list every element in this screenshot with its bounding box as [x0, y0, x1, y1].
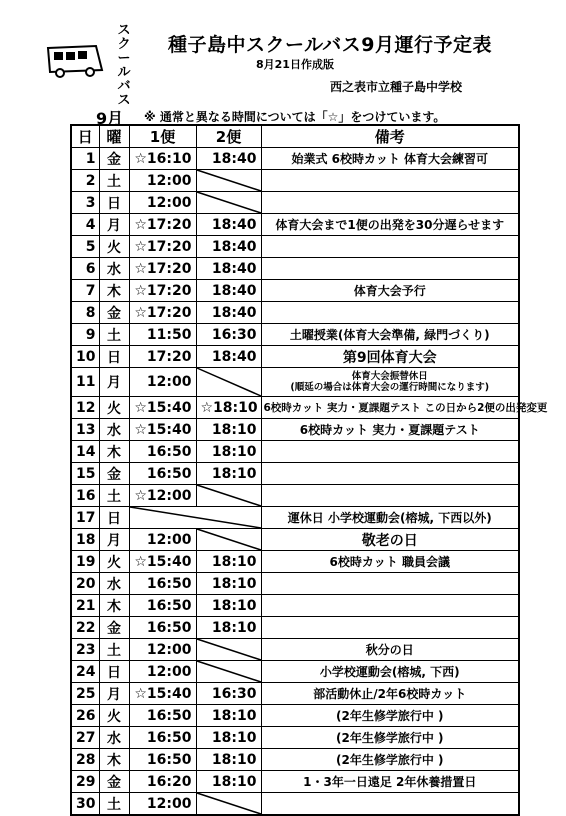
- day-cell: 30: [71, 793, 99, 816]
- bus1-time: 12:00: [129, 170, 196, 192]
- bus2-time: 18:10: [196, 727, 261, 749]
- bus2-time: [196, 170, 261, 192]
- day-cell: 11: [71, 368, 99, 397]
- weekday-cell: 木: [99, 595, 129, 617]
- day-cell: 13: [71, 419, 99, 441]
- day-cell: 21: [71, 595, 99, 617]
- remarks-cell: 運休日 小学校運動会(榕城, 下西以外): [261, 507, 519, 529]
- month-label: 9月: [96, 109, 124, 128]
- weekday-cell: 土: [99, 793, 129, 816]
- weekday-cell: 金: [99, 771, 129, 793]
- table-row: [71, 170, 519, 192]
- remarks-cell: 6校時カット 実力・夏課題テスト: [261, 419, 519, 441]
- bus2-time: 18:40: [196, 148, 261, 170]
- weekday-cell: 金: [99, 617, 129, 639]
- bus2-time: 18:10: [196, 551, 261, 573]
- bus1-time: ☆17:20: [129, 258, 196, 280]
- bus2-time: 18:10: [196, 463, 261, 485]
- day-cell: 17: [71, 507, 99, 529]
- col-day: 日: [71, 125, 99, 148]
- bus2-time: 18:40: [196, 214, 261, 236]
- bus2-time: 18:10: [196, 617, 261, 639]
- remarks-cell: 始業式 6校時カット 体育大会練習可: [261, 148, 519, 170]
- bus2-time: 18:10: [196, 771, 261, 793]
- bus1-time: 17:20: [129, 346, 196, 368]
- bus1-time: 16:50: [129, 749, 196, 771]
- bus2-time: 18:10: [196, 573, 261, 595]
- weekday-cell: 月: [99, 529, 129, 551]
- table-row: [71, 727, 519, 749]
- table-row: [71, 148, 519, 170]
- day-cell: 25: [71, 683, 99, 705]
- bus1-time: ☆15:40: [129, 397, 196, 419]
- col-weekday: 曜: [99, 125, 129, 148]
- table-row: [71, 771, 519, 793]
- remarks-cell: [261, 368, 519, 397]
- school-name: 西之表市立種子島中学校: [330, 80, 463, 94]
- weekday-cell: 日: [99, 192, 129, 214]
- weekday-cell: 金: [99, 463, 129, 485]
- day-cell: 23: [71, 639, 99, 661]
- bus1-time: ☆16:10: [129, 148, 196, 170]
- remarks-cell: (2年生修学旅行中 ): [261, 749, 519, 771]
- bus1-time: 12:00: [129, 639, 196, 661]
- weekday-cell: 月: [99, 368, 129, 397]
- weekday-cell: 水: [99, 573, 129, 595]
- bus1-time: 16:50: [129, 705, 196, 727]
- table-row: [71, 749, 519, 771]
- weekday-cell: 日: [99, 346, 129, 368]
- day-cell: 5: [71, 236, 99, 258]
- table-row: [71, 368, 519, 397]
- bus2-time: [196, 192, 261, 214]
- bus1-time: 16:50: [129, 727, 196, 749]
- bus2-time: 18:40: [196, 258, 261, 280]
- table-row: [71, 214, 519, 236]
- day-cell: 8: [71, 302, 99, 324]
- day-cell: 7: [71, 280, 99, 302]
- table-row: [71, 324, 519, 346]
- table-row: [71, 302, 519, 324]
- remarks-cell: [261, 573, 519, 595]
- remarks-cell: [261, 302, 519, 324]
- remarks-cell: (2年生修学旅行中 ): [261, 705, 519, 727]
- day-cell: 15: [71, 463, 99, 485]
- day-cell: 4: [71, 214, 99, 236]
- weekday-cell: 火: [99, 397, 129, 419]
- remarks-cell: 秋分の日: [261, 639, 519, 661]
- bus1-time: ☆15:40: [129, 419, 196, 441]
- bus1-time: 16:50: [129, 617, 196, 639]
- day-cell: 19: [71, 551, 99, 573]
- bus1-time: ☆12:00: [129, 485, 196, 507]
- remarks-cell: 敬老の日: [261, 529, 519, 551]
- weekday-cell: 金: [99, 302, 129, 324]
- remarks-cell: [261, 485, 519, 507]
- bus1-time: ☆15:40: [129, 551, 196, 573]
- created-version: 8月21日作成版: [256, 58, 334, 71]
- weekday-cell: 木: [99, 441, 129, 463]
- remarks-cell: [261, 793, 519, 816]
- table-row: [71, 258, 519, 280]
- bus2-time: 18:40: [196, 302, 261, 324]
- remarks-cell: 部活動休止/2年6校時カット: [261, 683, 519, 705]
- weekday-cell: 水: [99, 258, 129, 280]
- bus-icon: [44, 40, 106, 80]
- bus2-time: 16:30: [196, 683, 261, 705]
- table-row: [71, 793, 519, 816]
- weekday-cell: 土: [99, 170, 129, 192]
- day-cell: 10: [71, 346, 99, 368]
- bus2-time: 18:10: [196, 749, 261, 771]
- table-row: [71, 639, 519, 661]
- bus2-time: ☆18:10: [196, 397, 261, 419]
- table-row: [71, 346, 519, 368]
- day-cell: 16: [71, 485, 99, 507]
- weekday-cell: 日: [99, 661, 129, 683]
- remarks-cell: [261, 617, 519, 639]
- table-row: [71, 551, 519, 573]
- table-row: [71, 192, 519, 214]
- bus1-time: ☆17:20: [129, 280, 196, 302]
- bus1-time: 12:00: [129, 661, 196, 683]
- day-cell: 24: [71, 661, 99, 683]
- day-cell: 3: [71, 192, 99, 214]
- remarks-cell: [261, 170, 519, 192]
- bus1-time: 11:50: [129, 324, 196, 346]
- table-row: [71, 236, 519, 258]
- weekday-cell: 金: [99, 148, 129, 170]
- remarks-cell: 1・3年一日遠足 2年休養措置日: [261, 771, 519, 793]
- weekday-cell: 木: [99, 280, 129, 302]
- remarks-cell: [261, 595, 519, 617]
- bus1-time: 12:00: [129, 529, 196, 551]
- weekday-cell: 火: [99, 236, 129, 258]
- weekday-cell: 火: [99, 551, 129, 573]
- bus2-time: 18:10: [196, 441, 261, 463]
- bus2-time: 18:40: [196, 236, 261, 258]
- bus2-time: 18:40: [196, 280, 261, 302]
- bus1-time: ☆17:20: [129, 302, 196, 324]
- bus2-time: 18:10: [196, 705, 261, 727]
- weekday-cell: 木: [99, 749, 129, 771]
- table-row: [71, 463, 519, 485]
- day-cell: 14: [71, 441, 99, 463]
- table-row: [71, 485, 519, 507]
- weekday-cell: 月: [99, 214, 129, 236]
- bus1-time: 16:50: [129, 595, 196, 617]
- remarks-cell: [261, 258, 519, 280]
- remarks-cell: [261, 463, 519, 485]
- day-cell: 1: [71, 148, 99, 170]
- bus1-time: 16:20: [129, 771, 196, 793]
- bus1-time: 16:50: [129, 441, 196, 463]
- day-cell: 2: [71, 170, 99, 192]
- table-row: [71, 419, 519, 441]
- bus2-time: 18:10: [196, 595, 261, 617]
- table-row: [71, 397, 519, 419]
- bus2-time: [196, 529, 261, 551]
- bus2-time: [196, 661, 261, 683]
- table-row: [71, 661, 519, 683]
- bus1-time: [129, 507, 261, 529]
- bus2-time: [196, 793, 261, 816]
- remarks-cell: 第9回体育大会: [261, 346, 519, 368]
- weekday-cell: 月: [99, 683, 129, 705]
- vertical-label: ス ク ー ル バ ス: [117, 23, 131, 108]
- day-cell: 26: [71, 705, 99, 727]
- weekday-cell: 土: [99, 324, 129, 346]
- remarks-line: (順延の場合は体育大会の運行時間になります): [290, 382, 490, 393]
- weekday-cell: 水: [99, 419, 129, 441]
- table-row: [71, 507, 519, 529]
- table-row: [71, 705, 519, 727]
- bus2-time: 18:40: [196, 346, 261, 368]
- col-bus1: 1便: [129, 125, 196, 148]
- day-cell: 18: [71, 529, 99, 551]
- day-cell: 22: [71, 617, 99, 639]
- day-cell: 27: [71, 727, 99, 749]
- bus2-time: 16:30: [196, 324, 261, 346]
- day-cell: 6: [71, 258, 99, 280]
- day-cell: 20: [71, 573, 99, 595]
- bus1-time: 12:00: [129, 192, 196, 214]
- bus1-time: ☆17:20: [129, 236, 196, 258]
- weekday-cell: 火: [99, 705, 129, 727]
- bus1-time: 16:50: [129, 463, 196, 485]
- table-row: [71, 529, 519, 551]
- bus2-time: 18:10: [196, 419, 261, 441]
- bus2-time: [196, 639, 261, 661]
- remarks-cell: 体育大会予行: [261, 280, 519, 302]
- remarks-cell: [261, 236, 519, 258]
- day-cell: 28: [71, 749, 99, 771]
- day-cell: 12: [71, 397, 99, 419]
- weekday-cell: 日: [99, 507, 129, 529]
- weekday-cell: 土: [99, 639, 129, 661]
- day-cell: 9: [71, 324, 99, 346]
- remarks-cell: 体育大会まで1便の出発を30分遅らせます: [261, 214, 519, 236]
- bus2-time: [196, 368, 261, 397]
- bus2-time: [196, 485, 261, 507]
- remarks-cell: 土曜授業(体育大会準備, 緑門づくり): [261, 324, 519, 346]
- col-bus2: 2便: [196, 125, 261, 148]
- remarks-line: 体育大会振替休日: [351, 371, 428, 382]
- schedule-table: [70, 124, 548, 816]
- remarks-cell: (2年生修学旅行中 ): [261, 727, 519, 749]
- remarks-cell: 6校時カット 職員会議: [261, 551, 519, 573]
- table-row: [71, 280, 519, 302]
- weekday-cell: 水: [99, 727, 129, 749]
- star-note: ※ 通常と異なる時間については「☆」をつけています。: [144, 110, 446, 124]
- bus1-time: ☆17:20: [129, 214, 196, 236]
- day-cell: 29: [71, 771, 99, 793]
- weekday-cell: 土: [99, 485, 129, 507]
- remarks-cell: 小学校運動会(榕城, 下西): [261, 661, 519, 683]
- table-row: [71, 441, 519, 463]
- col-remarks: 備考: [261, 125, 519, 148]
- bus1-time: ☆15:40: [129, 683, 196, 705]
- bus1-time: 12:00: [129, 793, 196, 816]
- bus1-time: 12:00: [129, 368, 196, 397]
- remarks-cell: 6校時カット 実力・夏課題テスト この日から2便の出発変更: [261, 397, 519, 419]
- bus1-time: 16:50: [129, 573, 196, 595]
- table-row: [71, 573, 519, 595]
- table-row: [71, 683, 519, 705]
- table-row: [71, 617, 519, 639]
- table-row: [71, 595, 519, 617]
- remarks-cell: [261, 192, 519, 214]
- remarks-cell: [261, 441, 519, 463]
- page-title: 種子島中スクールバス9月運行予定表: [168, 34, 493, 56]
- table-header-row: [71, 125, 519, 148]
